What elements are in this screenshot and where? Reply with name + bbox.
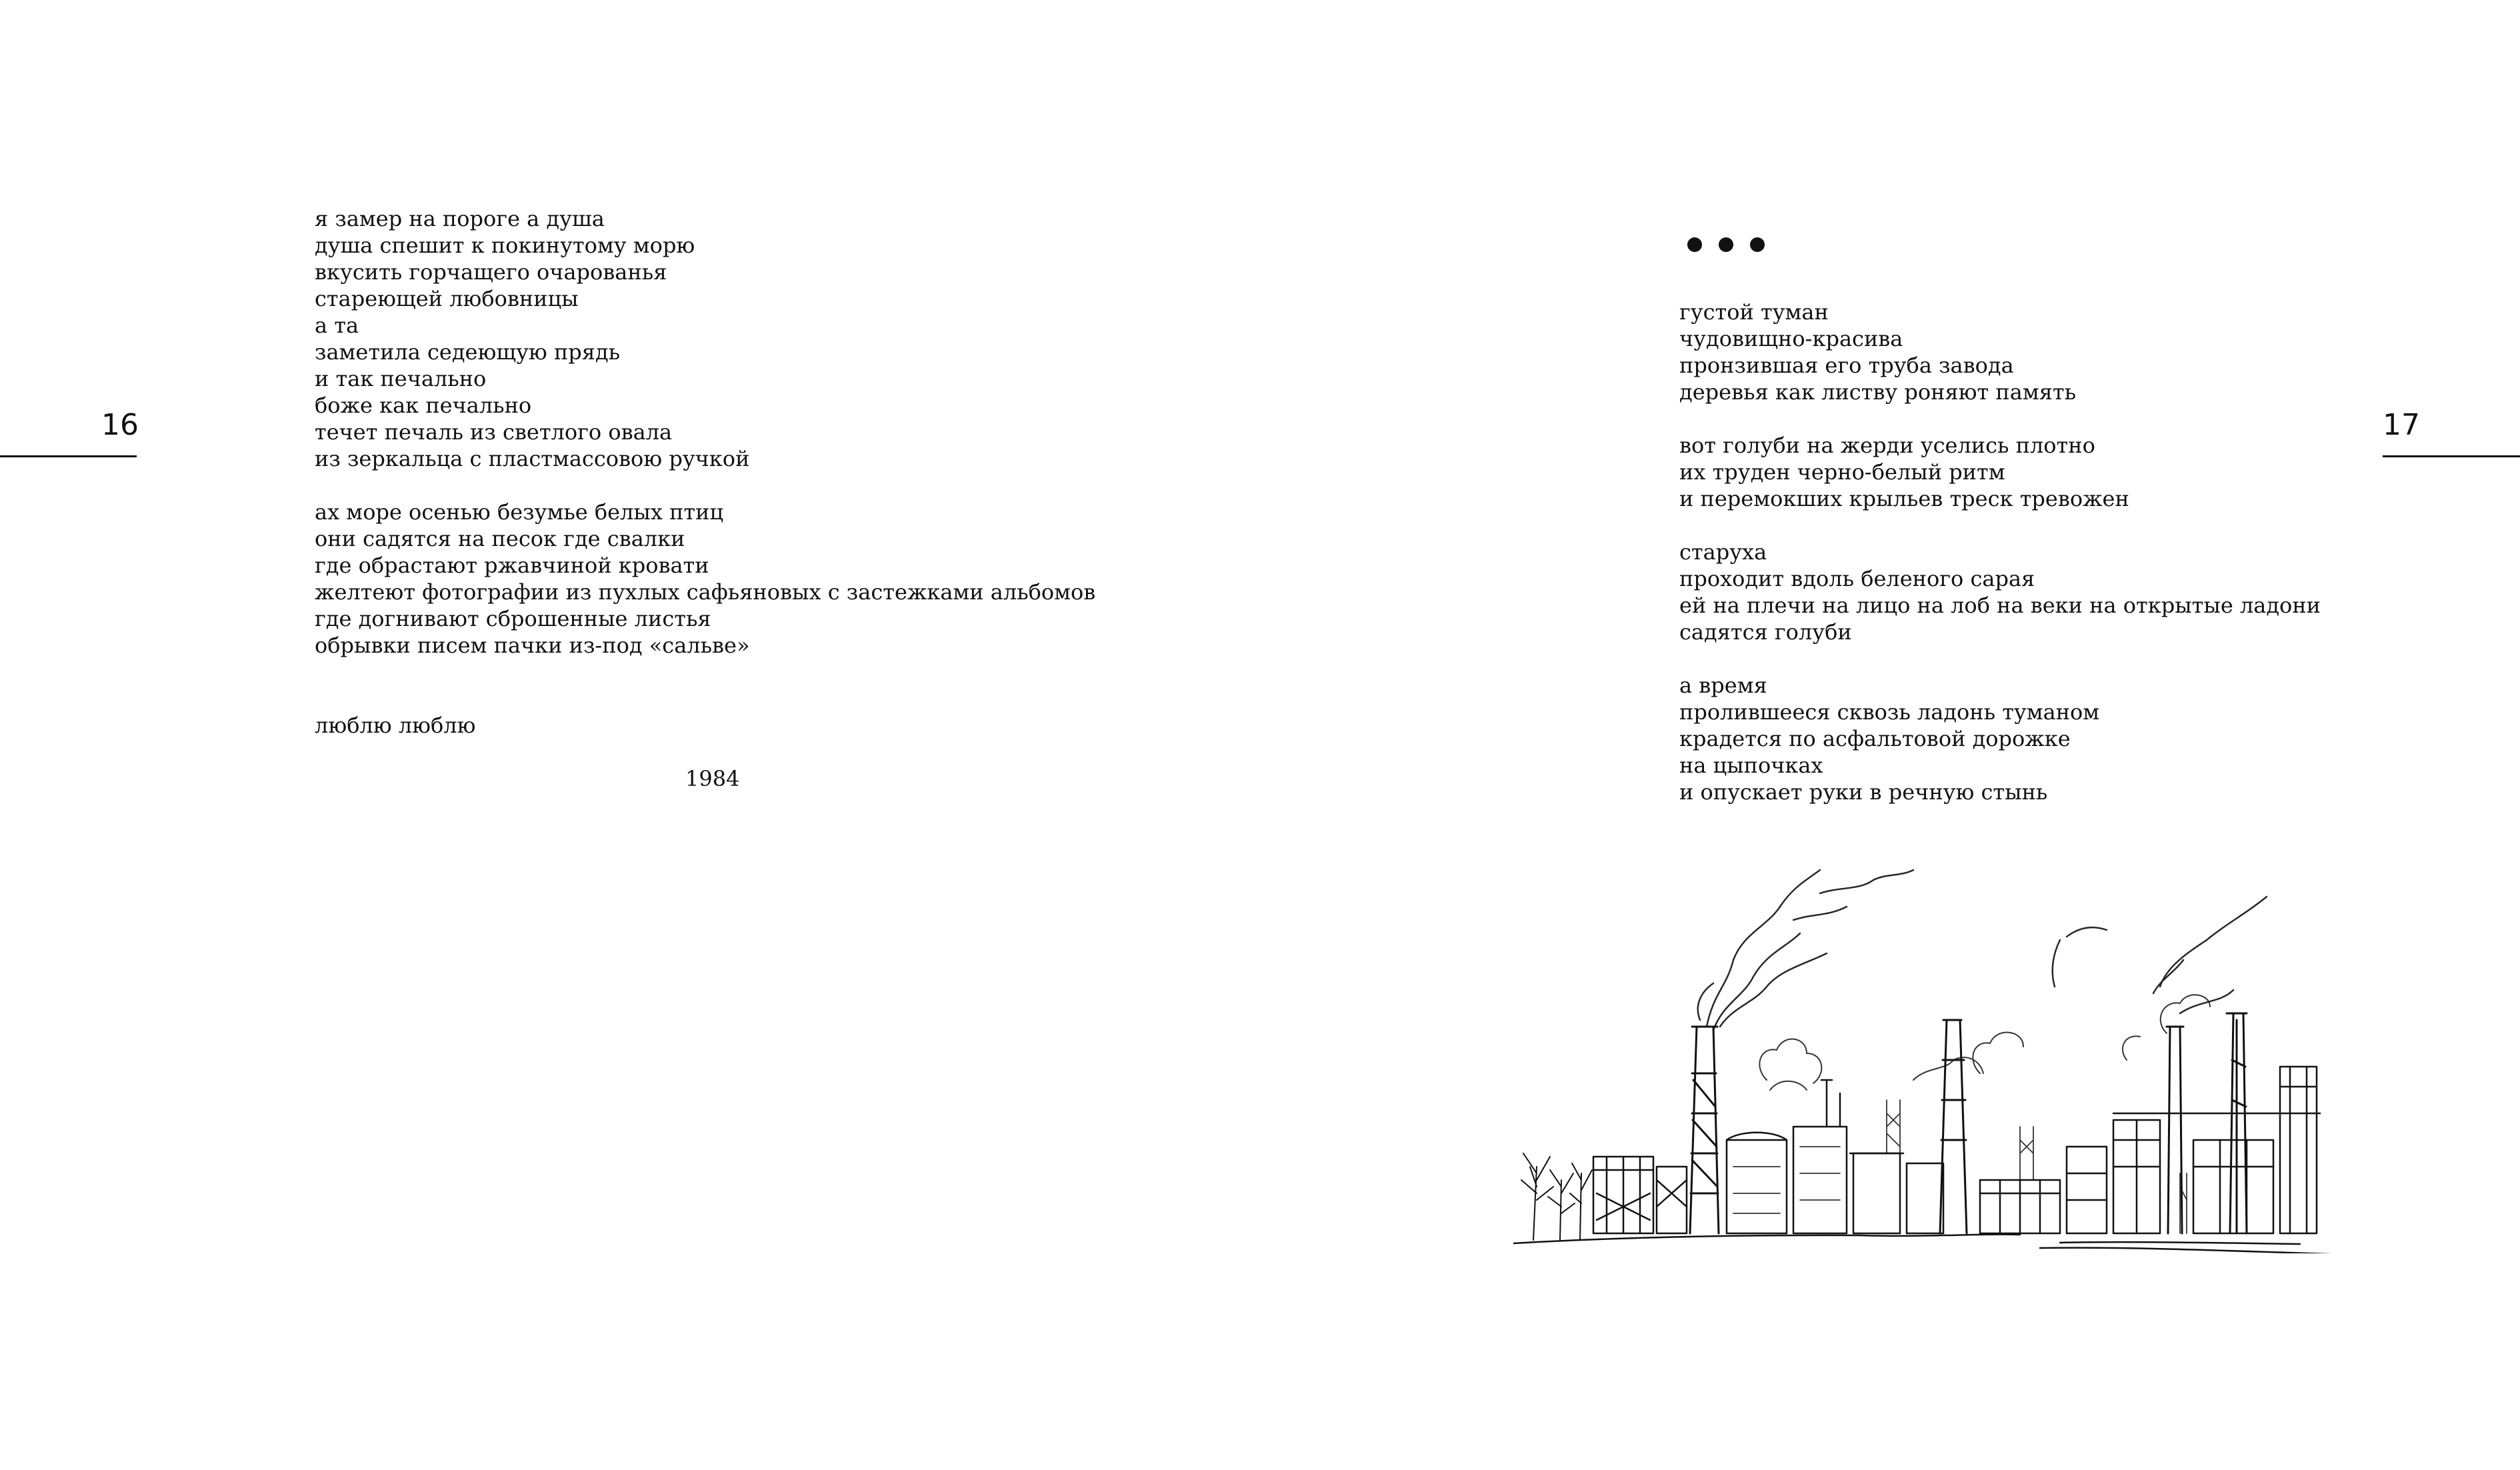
poem-line: и так печально bbox=[315, 366, 487, 391]
poem-line: пролившееся сквозь ладонь туманом bbox=[1679, 699, 2100, 725]
poem-line: а та bbox=[315, 313, 359, 338]
stanza-gap bbox=[315, 659, 1095, 712]
poem-left bbox=[315, 205, 1095, 739]
poem-line: пронзившая его труба завода bbox=[1679, 353, 2014, 378]
stanza-gap bbox=[1679, 405, 2321, 432]
poem-line: душа спешит к покинутому морю bbox=[315, 233, 695, 258]
poem-line: люблю люблю bbox=[315, 713, 476, 738]
page-number-left: 16 bbox=[101, 408, 139, 442]
poem-line: заметила седеющую прядь bbox=[315, 339, 621, 365]
page-rule-right bbox=[2383, 455, 2520, 457]
poem-line: боже как печально bbox=[315, 393, 532, 418]
poem-line: желтеют фотографии из пухлых сафьяновых с застежками альбомов bbox=[315, 579, 1096, 605]
poem-line: из зеркальца с пластмассовою ручкой bbox=[315, 446, 750, 471]
poem-line: течет печаль из светлого овала bbox=[315, 419, 673, 445]
poem-right bbox=[1679, 299, 2321, 805]
poem-line: вот голуби на жерди уселись плотно bbox=[1679, 433, 2095, 458]
poem-line: чудовищно-красива bbox=[1679, 326, 1903, 351]
poem-line: я замер на пороге а душа bbox=[315, 206, 605, 231]
poem-line: крадется по асфальтовой дорожке bbox=[1679, 726, 2071, 751]
poem-line: старуха bbox=[1679, 539, 1767, 565]
poem-line: проходит вдоль беленого сарая bbox=[1679, 566, 2035, 591]
poem-line: где обрастают ржавчиной кровати bbox=[315, 553, 709, 578]
stanza-gap bbox=[1679, 512, 2321, 539]
poem-line: обрывки писем пачки из-под «сальве» bbox=[315, 633, 750, 658]
poem-line: стареющей любовницы bbox=[315, 286, 579, 311]
poem-line: их труден черно-белый ритм bbox=[1679, 459, 2005, 485]
poem-line: деревья как листву роняют память bbox=[1679, 379, 2077, 405]
poem-line: садятся голуби bbox=[1679, 619, 1852, 645]
poem-line: вкусить горчащего очарованья bbox=[315, 259, 667, 285]
three-dots-asterism-icon bbox=[1684, 235, 1771, 255]
poem-line: а время bbox=[1679, 673, 1767, 698]
poem-line: густой туман bbox=[1679, 299, 1829, 325]
poem-line: и опускает руки в речную стынь bbox=[1679, 779, 2048, 805]
poem-line: ей на плечи на лицо на лоб на веки на открытые ладони bbox=[1679, 593, 2321, 618]
poem-line: ах море осенью безумье белых птиц bbox=[315, 499, 724, 525]
poem-year: 1984 bbox=[685, 766, 740, 791]
factory-sketch-icon bbox=[1513, 860, 2353, 1253]
page-rule-left bbox=[0, 455, 137, 457]
poem-line: на цыпочках bbox=[1679, 753, 1823, 778]
poem-line: и перемокших крыльев треск тревожен bbox=[1679, 486, 2129, 511]
poem-line: они садятся на песок где свалки bbox=[315, 526, 685, 551]
stanza-gap bbox=[315, 472, 1095, 499]
poem-line: где догнивают сброшенные листья bbox=[315, 606, 711, 631]
page-number-right: 17 bbox=[2383, 408, 2420, 442]
stanza-gap bbox=[1679, 645, 2321, 672]
